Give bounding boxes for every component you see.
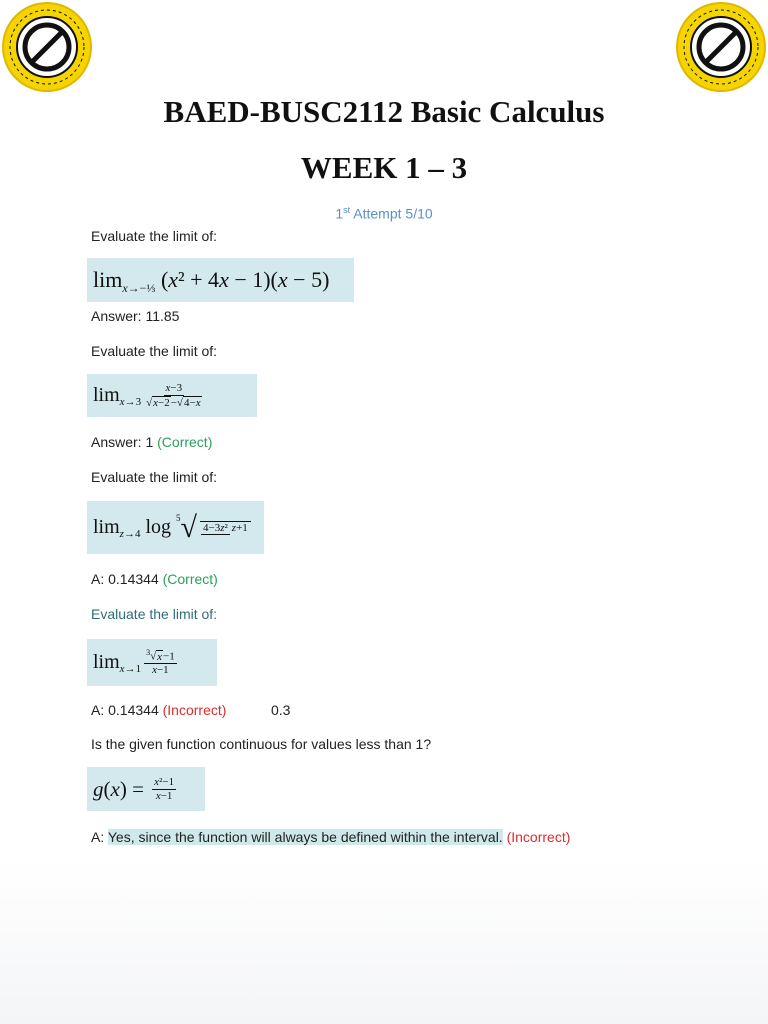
pdf-xchange-badge-icon[interactable] — [676, 2, 766, 92]
answer-row — [91, 702, 226, 718]
attempt-number: 1 — [335, 205, 344, 222]
status-incorrect: (Incorrect) — [506, 829, 571, 845]
highlighted-answer: Yes, since the function will always be defined within the interval. — [107, 829, 503, 845]
math-expression-3: lim z→4 log 5 √ 4−3z² z+1 — [87, 501, 264, 554]
answer-note: 0.3 — [271, 702, 291, 718]
course-title: BAED-BUSC2112 Basic Calculus — [163, 94, 605, 129]
answer-text: Answer: 1 — [91, 434, 154, 450]
question-prompt: Is the given function continuous for values less than 1? — [91, 736, 432, 752]
question-prompt: Evaluate the limit of: — [91, 606, 218, 622]
status-correct: (Correct) — [157, 434, 213, 450]
status-correct: (Correct) — [162, 571, 218, 587]
answer-text: A: 0.14344 — [91, 571, 159, 587]
question-prompt: Evaluate the limit of: — [91, 469, 218, 485]
answer-row — [91, 434, 212, 450]
answer-row — [91, 829, 570, 845]
status-incorrect: (Incorrect) — [162, 702, 227, 718]
question-prompt: Evaluate the limit of: — [91, 228, 218, 244]
math-expression-4: lim x→1 $\frac{^3√x-1}{x-1}$ — [87, 639, 217, 686]
answer-row — [91, 571, 218, 587]
question-prompt: Evaluate the limit of: — [91, 343, 218, 359]
attempt-text: Attempt 5/10 — [350, 205, 433, 222]
answer-text: Answer: 11.85 — [91, 308, 180, 324]
attempt-score — [0, 205, 768, 222]
answer-prefix: A: — [91, 829, 105, 845]
answer-text: A: 0.14344 — [91, 702, 159, 718]
page-background-fade — [0, 860, 768, 1024]
pdf-xchange-badge-icon[interactable] — [2, 2, 92, 92]
week-heading: WEEK 1 – 3 — [300, 150, 468, 185]
math-expression-2: lim x→3 $\frac{x-3}{√x-2-√4-x}$ — [87, 374, 257, 417]
math-expression-5: g ( x ) = $\frac{\text{x²−1}}{x-1}$ — [87, 767, 205, 811]
math-expression-1: lim x→−⅓ ( x ² + 4 x − 1)( x − 5) — [87, 258, 354, 302]
attempt-ordinal: st — [343, 205, 351, 215]
